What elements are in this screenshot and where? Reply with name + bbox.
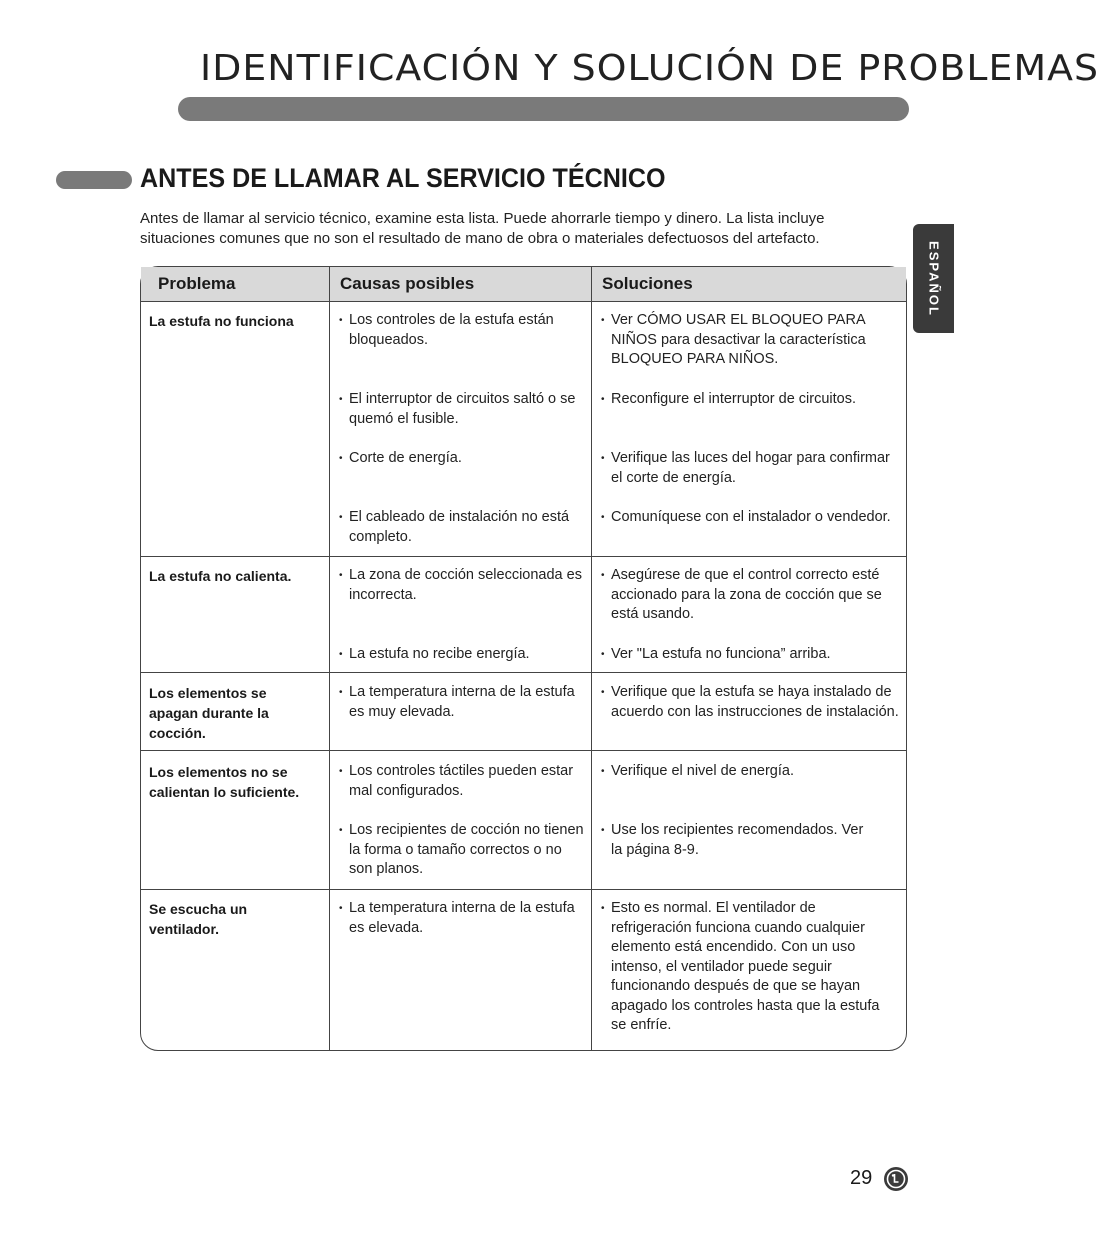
solution-item: • Comuníquese con el instalador o vendedor.: [601, 509, 891, 525]
solution-item: • Reconfigure el interruptor de circuitos.: [601, 391, 857, 407]
solution-item: • Verifique las luces del hogar para confirmar el corte de energía.: [601, 450, 890, 486]
page-number: 29: [850, 1167, 873, 1189]
lg-logo-icon: [884, 1167, 908, 1191]
problem-cell: La estufa no calienta.: [149, 568, 292, 584]
cause-item: • El cableado de instalación no está completo.: [339, 509, 570, 545]
cause-item: • La estufa no recibe energía.: [339, 646, 530, 662]
header-problem: Problema: [158, 274, 236, 293]
problem-cell: La estufa no funciona: [149, 313, 294, 329]
solution-item: • Asegúrese de que el control correcto esté accionado para la zona de cocción que se está usando.: [601, 567, 882, 622]
column-divider: [329, 267, 330, 1050]
problem-cell: Los elementos se apagan durante la cocción.: [149, 685, 269, 741]
section-title: ANTES DE LLAMAR AL SERVICIO TÉCNICO: [140, 163, 666, 193]
intro-text: [140, 209, 900, 249]
row-divider: [141, 556, 906, 557]
table-header: [141, 267, 906, 302]
solution-item: • Use los recipientes recomendados. Ver la página 8-9.: [601, 822, 864, 858]
cause-item: • Corte de energía.: [339, 450, 462, 466]
intro-line-1: Antes de llamar al servicio técnico, examine esta lista. Puede ahorrarle tiempo y dinero. La lista incluye: [140, 210, 825, 227]
page-title: IDENTIFICACIÓN Y SOLUCIÓN DE PROBLEMAS: [200, 48, 1099, 89]
cause-item: • La zona de cocción seleccionada es incorrecta.: [339, 567, 582, 603]
cause-item: • Los recipientes de cocción no tienen la forma o tamaño correctos o no son planos.: [339, 822, 584, 877]
language-tab-label: ESPAÑOL: [926, 240, 941, 317]
section-pill: [56, 171, 132, 189]
solution-item: • Esto es normal. El ventilador de refrigeración funciona cuando cualquier elemento está encendido. Con un uso intenso, el ventilador puede seguir funcionando después de que se hayan apagado los controles hasta que la estufa se enfríe.: [601, 900, 880, 1033]
row-divider: [141, 750, 906, 751]
cause-item: • La temperatura interna de la estufa es elevada.: [339, 900, 575, 936]
problem-cell: Los elementos no se calientan lo suficiente.: [149, 764, 300, 800]
solution-item: • Verifique el nivel de energía.: [601, 763, 794, 779]
header-solutions: Soluciones: [602, 274, 693, 293]
solution-item: • Ver CÓMO USAR EL BLOQUEO PARA NIÑOS para desactivar la característica BLOQUEO PARA NIÑOS.: [601, 312, 866, 367]
troubleshooting-table: [140, 266, 907, 1051]
row-divider: [141, 672, 906, 673]
cause-item: • La temperatura interna de la estufa es muy elevada.: [339, 684, 575, 720]
language-tab: [913, 224, 954, 333]
title-bar: [178, 97, 909, 121]
intro-line-2: situaciones comunes que no son el resultado de mano de obra o materiales defectuosos del artefacto.: [140, 230, 820, 247]
solution-item: • Ver "La estufa no funciona” arriba.: [601, 646, 831, 662]
cause-item: • Los controles táctiles pueden estar mal configurados.: [339, 763, 574, 799]
header-causes: Causas posibles: [340, 274, 475, 293]
solution-item: • Verifique que la estufa se haya instalado de acuerdo con las instrucciones de instalación.: [601, 684, 899, 720]
cause-item: • Los controles de la estufa están bloqueados.: [339, 312, 554, 348]
cause-item: • El interruptor de circuitos saltó o se quemó el fusible.: [339, 391, 576, 427]
column-divider: [591, 267, 592, 1050]
row-divider: [141, 889, 906, 890]
problem-cell: Se escucha un ventilador.: [149, 901, 248, 937]
